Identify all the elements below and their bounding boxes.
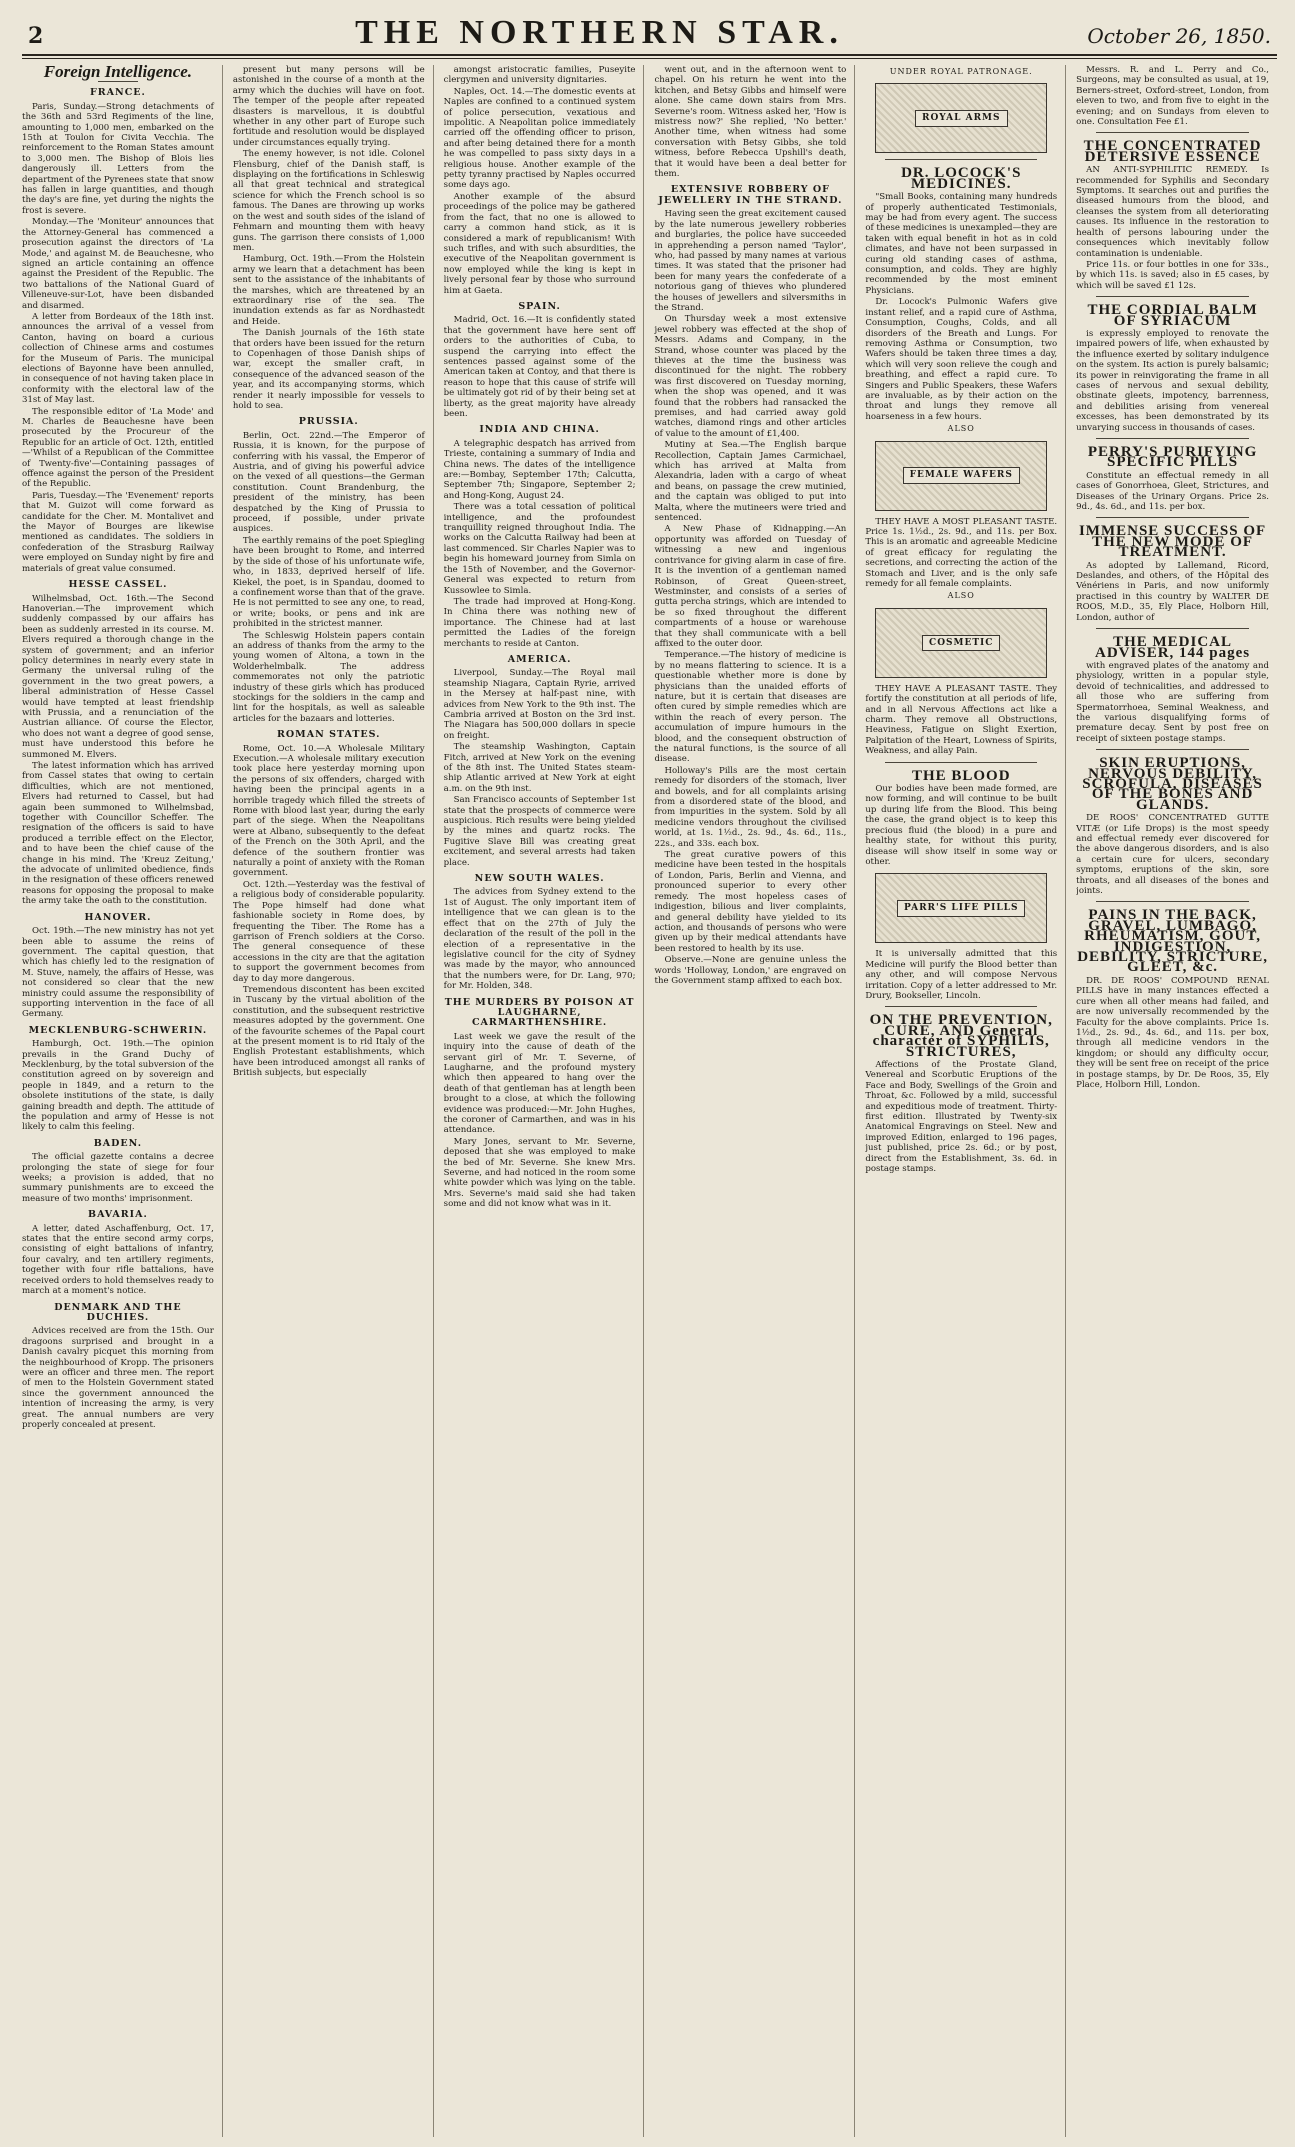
advertisement-caption: UNDER ROYAL PATRONAGE.: [889, 67, 1033, 76]
article-heading: HESSE CASSEL.: [68, 579, 168, 591]
advertisement-heading: PERRY'S PURIFYING SPECIFIC PILLS: [1087, 444, 1258, 471]
article-paragraph: The steamship Washington, Captain Fitch, arrived at New York on the evening of the 8th inst. The United States steam-ship Atlantic arrived at New York at eight a.m. on the 9th inst.: [443, 742, 636, 794]
advertisement-heading: THE BLOOD: [911, 767, 1011, 784]
article-paragraph: There was a total cessation of political intelligence, and the profoundest tranquillity reigned throughout India. The works on the Calcutta Railway had been at last commenced. Sir Charles Napier was to begin his homeward journey from Simla on the 15th of November, and the Governor-General was expected to return from Kussowlee to Simla.: [443, 502, 636, 596]
article-paragraph: Dr. Locock's Pulmonic Wafers give instant relief, and a rapid cure of Asthma, Consumption, Coughs, Colds, and all disorders of the Breath and Lungs. For removing Asthma or Consumption, two Wafers should be taken three times a day, which will very soon relieve the cough and breathing, and effect a rapid cure. To Singers and Public Speakers, these Wafers are invaluable, as by their action on the throat and lungs they remove all hoarseness in a few hours.: [865, 297, 1058, 422]
article-paragraph: A New Phase of Kidnapping.—An opportunity was afforded on Tuesday of witnessing a new and ingenious contrivance for giving alarm in case of fire. It is the invention of a gentleman named Robinson, of Great Queen-street, Westminster, and consists of a series of gutta percha strings, which are intended to be so fixed throughout the different compartments of a house or warehouse that they shall communicate with a bell affixed to the outer door.: [654, 524, 847, 649]
article-paragraph: Another example of the absurd proceedings of the police may be gathered from the fact, that no one is allowed to carry a common hand stick, as it is considered a mark of republicanism! With such trifles, and with such absurdities, the executive of the Neapolitan government is now employed while the king is kept in lively personal fear by those who surround him at Gaeta.: [443, 191, 636, 296]
article-paragraph: went out, and in the afternoon went to chapel. On his return he went into the kitchen, and Betsy Gibbs and himself were alone. She came down stairs from Mrs. Severne's room. Witness asked her, 'How is mistress now?' She replied, 'No better.' Another time, when witness had some conversation with Betsy Gibbs, she told witness, before Rebecca Upshill's death, that it would have been a deal better for them.: [654, 65, 847, 180]
advertisement-heading: ON THE PREVENTION, CURE, AND General character of SYPHILIS, STRICTURES,: [869, 1012, 1053, 1060]
engraving-label: PARR'S LIFE PILLS: [897, 900, 1026, 916]
article-paragraph: Tremendous discontent has been excited in Tuscany by the virtual abolition of the constitution, and the subsequent restrictive measures adopted by the government. One of the favourite schemes of the Papal court at the present moment is to rid Italy of the English Protestant establishments, which have been introduced amongst all ranks of British subjects, but especially: [232, 984, 425, 1079]
article-paragraph: Advices received are from the 15th. Our dragoons surprised and brought in a Danish cavalry picquet this morning from the neighbourhood of Kropp. The prisoners were an officer and three men. The report of men to the Holstein Government stated since the government announced the intention of increasing the army, is very great. The annual numbers are very properly concealed at present.: [22, 1326, 214, 1430]
newspaper-title: THE NORTHERN STAR.: [355, 14, 844, 51]
issue-date: October 26, 1850.: [1087, 24, 1271, 48]
article-paragraph: The advices from Sydney extend to the 1st of August. The only important item of intelligence that we can glean is to the effect that on the 27th of July the declaration of the result of the poll in the election of a representative in the legislative council for the city of Sydney was made by the mayor, who announced that the numbers were, for Dr. Lang, 970; for Mr. Holden, 348.: [443, 887, 636, 992]
column-3: [444, 65, 645, 2137]
article-paragraph: Temperance.—The history of medicine is by no means flattering to science. It is a questionable whether more is done by physicians than the unaided efforts of nature, but it is certain that diseases are often cured by simple remedies which are within the reach of every person. The accumulation of impure humours in the blood, and the consequent obstruction of the natural functions, is the source of all disease.: [654, 650, 847, 765]
engraving-illustration: [875, 873, 1047, 943]
article-paragraph: Oct. 19th.—The new ministry has not yet been able to assume the reins of government. The capital question, that which has chiefly led to the resignation of M. Stuve, namely, the affairs of Hesse, was not considered so clear that the new ministry could assume the responsibility of supporting intervention in the face of all Germany.: [22, 926, 214, 1020]
columns-grid: [22, 65, 1277, 2137]
divider: [885, 159, 1037, 160]
engraving-illustration: [875, 441, 1047, 511]
advertisement-heading: SKIN ERUPTIONS, NERVOUS DEBILITY, SCROFULA, DISEASES OF THE BONES AND GLANDS.: [1082, 755, 1263, 813]
article-paragraph: "Small Books, containing many hundreds of properly authenticated Testimonials, may be had from every agent. The success of these medicines is unexampled—they are taken with equal benefit in hot as in cold climates, and have not been surpassed in curing old standing cases of asthma, consumption, and colds. They are highly recommended by the most eminent Physicians.: [865, 192, 1058, 296]
article-heading: EXTENSIVE ROBBERY OF JEWELLERY IN THE STRAND.: [658, 184, 843, 206]
article-paragraph: DR. DE ROOS' COMPOUND RENAL PILLS have in many instances effected a cure when all other means had failed, and are now universally recommended by the Faculty for the above complaints. Price 1s. 1½d., 2s. 9d., 4s. 6d., and 11s. per box, through all medicine vendors in the kingdom; or should any difficulty occur, they will be sent free on receipt of the price in postage stamps, by Dr. De Roos, 35, Ely Place, Holborn Hill, London.: [1076, 975, 1269, 1090]
article-paragraph: Paris, Tuesday.—The 'Evenement' reports that M. Guizot will come forward as candidate for the Cher. M. Montalivet and the Mayor of Bourges are likewise mentioned as candidates. The soldiers in confederation of the Strasburg Railway were employed on Sunday night by fire and materials of great value consumed.: [22, 490, 214, 574]
article-paragraph: with engraved plates of the anatomy and physiology, written in a popular style, devoid of technicalities, and addressed to all those who are suffering from Spermatorrhoea, Seminal Weakness, and the various disqualifying forms of premature decay. Sent by post free on receipt of sixteen postage stamps.: [1076, 660, 1269, 744]
article-heading: MECKLENBURG-SCHWERIN.: [28, 1024, 208, 1036]
article-paragraph: Naples, Oct. 14.—The domestic events at Naples are confined to a continued system of police persecution, vexatious and impolitic. A Neapolitan police immediately carried off the offending officer to prison, and after being detained there for a month he was compelled to pass sixty days in a religious house. Another example of the petty tyranny practised by Naples occurred some days ago.: [443, 86, 636, 191]
divider: [1096, 132, 1249, 133]
engraving-illustration: [875, 83, 1047, 153]
divider: [1096, 901, 1249, 902]
article-paragraph: Hamburgh, Oct. 19th.—The opinion prevails in the Grand Duchy of Mecklenburg, by the total subversion of the constitution agreed on by sovereign and people in 1849, and a return to the obsolete institutions of the state, is daily gaining breadth and depth. The attitude of the population and army of Hesse is not likely to calm this feeling.: [22, 1039, 214, 1133]
article-paragraph: Price 11s. or four bottles in one for 33s., by which 11s. is saved; also in £5 cases, by which will be saved £1 12s.: [1076, 259, 1269, 291]
article-paragraph: Having seen the great excitement caused by the late numerous jewellery robberies and burglaries, the police have succeeded in apprehending a person named 'Taylor', who, had passed by many names at various times. It was stated that the prisoner had been for many years the confederate of a notorious gang of thieves who plundered the houses of jewellers and silversmiths in the Strand.: [654, 209, 847, 313]
advertisement-heading: IMMENSE SUCCESS OF THE NEW MODE OF TREATMENT.: [1078, 523, 1267, 561]
article-paragraph: Monday.—The 'Moniteur' announces that the Attorney-General has commenced a prosecution against the directors of 'La Mode,' and against M. de Beauchesne, who signed an article containing an offence against the President of the Republic. The two battalions of the National Guard of Villeneuve-sur-Lot, have been disbanded and disarmed.: [22, 217, 214, 311]
article-heading: SPAIN.: [518, 300, 561, 312]
masthead-rule: [22, 56, 1277, 59]
divider: [98, 81, 138, 82]
column-5: [865, 65, 1066, 2137]
advertisement-heading: DR. LOCOCK'S MEDICINES.: [901, 165, 1022, 192]
divider: [1096, 296, 1249, 297]
article-heading: BAVARIA.: [88, 1209, 148, 1221]
article-heading: ROMAN STATES.: [277, 729, 381, 741]
article-heading: INDIA AND CHINA.: [479, 424, 600, 436]
article-paragraph: Oct. 12th.—Yesterday was the festival of a religious body of considerable popularity. The Pope himself had done what fashionable society in Rome does, by frequenting the Tiber. The Rome has a garrison of French soldiers at the Corso. The general consequence of these accessions in the city are that the agitation to support the government becomes from day to day more dangerous.: [232, 879, 425, 984]
article-paragraph: THEY HAVE A PLEASANT TASTE. They fortify the constitution at all periods of life, and in all Nervous Affections act like a charm. They remove all Obstructions, Heaviness, Fatigue on Slight Exertion, Palpitation of the Heart, Lowness of Spirits, Weakness, and allay Pain.: [865, 683, 1058, 757]
advertisement-heading: THE CONCENTRATED DETERSIVE ESSENCE: [1083, 138, 1262, 165]
article-paragraph: AN ANTI-SYPHILITIC REMEDY. Is recommended for Syphilis and Secondary Symptoms. It searches out and purifies the diseased humours from the blood, and cleanses the system from all deteriorating causes. Its influence in the restoration to health of persons labouring under the consequences which inevitably follow contamination is undeniable.: [1076, 165, 1269, 259]
article-paragraph: present but many persons will be astonished in the course of a month at the army which the duchies will have on foot. The temper of the people after repeated disasters is marvellous, it is doubtful whether in any other part of Europe such fortitude and resolution would be displayed under circumstances equally trying.: [232, 65, 425, 148]
article-paragraph: is expressly employed to renovate the impaired powers of life, when exhausted by the influence exerted by solitary indulgence on the system. Its action is purely balsamic; its power in reinvigorating the frame in all cases of nervous and sexual debility, obstinate gleets, impotency, barrenness, and debilities arising from venereal excesses, has been demonstrated by its unvarying success in thousands of cases.: [1076, 328, 1269, 433]
article-paragraph: The earthly remains of the poet Spiegling have been brought to Rome, and interred by the side of those of his unfortunate wife, who, in 1833, deprived herself of life. Kiekel, the poet, is in Spandau, doomed to a confinement worse than that of the grave. He is not permitted to see any one, to read, or write; books, or pens and ink are prohibited in the strictest manner.: [232, 535, 425, 630]
article-heading: FRANCE.: [90, 87, 146, 99]
article-paragraph: As adopted by Lallemand, Ricord, Deslandes, and others, of the Hôpital des Vénériens in Paris, and now uniformly practised in this country by WALTER DE ROOS, M.D., 35, Ely Place, Holborn Hill, London, author of: [1076, 560, 1269, 623]
divider: [885, 1006, 1037, 1007]
page-number: 2: [28, 23, 44, 49]
article-paragraph: The great curative powers of this medicine have been tested in the hospitals of London, Paris, Berlin and Vienna, and pronounced superior to every other remedy. The most hopeless cases of indigestion, bilious and liver complaints, and general debility have yielded to its action, and thousands of persons who were given up by their medical attendants have been restored to health by its use.: [654, 850, 847, 954]
article-paragraph: Observe.—None are genuine unless the words 'Holloway, London,' are engraved on the Government stamp affixed to each box.: [654, 955, 847, 986]
article-paragraph: Mutiny at Sea.—The English barque Recollection, Captain James Carmichael, which has arrived at Malta from Alexandria, laden with a cargo of wheat and beans, on passage the crew mutinied, and the captain was obliged to put into Malta, where the mutineers were tried and sentenced.: [654, 440, 847, 524]
divider: [1096, 628, 1249, 629]
article-paragraph: Constitute an effectual remedy in all cases of Gonorrhoea, Gleet, Strictures, and Diseases of the Urinary Organs. Price 2s. 9d., 4s. 6d., and 11s. per box.: [1076, 470, 1269, 513]
article-paragraph: Messrs. R. and L. Perry and Co., Surgeons, may be consulted as usual, at 19, Berners-street, Oxford-street, London, from eleven to two, and from five to eight in the evening; and on Sundays from eleven to one. Consultation Fee £1.: [1076, 65, 1269, 128]
article-paragraph: San Francisco accounts of September 1st state that the prospects of commerce were auspicious. Rich results were being yielded by the mines and quartz rocks. The Fugitive Slave Bill was creating great excitement, and several arrests had taken place.: [443, 795, 636, 868]
article-paragraph: On Thursday week a most extensive jewel robbery was effected at the shop of Messrs. Adams and Company, in the Strand, whose counter was placed by the thieves at the time the business was discontinued for the night. The robbery was first discovered on Tuesday morning, when the shop was opened, and it was found that the robbers had ransacked the premises, and had carried away gold watches, diamond rings and other articles of value to the amount of £1,400.: [654, 314, 847, 439]
article-heading: DENMARK AND THE DUCHIES.: [54, 1301, 182, 1323]
article-paragraph: DE ROOS' CONCENTRATED GUTTE VITÆ (or Life Drops) is the most speedy and effectual remedy ever discovered for the above dangerous disorders, and is also a certain cure for ulcers, secondary symptoms, eruptions of the skin, sore throats, and all diseases of the bones and joints.: [1076, 813, 1269, 897]
article-paragraph: Liverpool, Sunday.—The Royal mail steamship Niagara, Captain Ryrie, arrived in the Mersey at half-past nine, with advices from New York to the 9th inst. The Cambria arrived at Boston on the 3rd inst. The Niagara has 500,000 dollars in specie on freight.: [443, 668, 636, 741]
article-paragraph: The enemy however, is not idle. Colonel Flensburg, chief of the Danish staff, is displaying on the fortifications in Schleswig all that great technical and strategical science for which the French school is so famous. The Danes are throwing up works on the west and south sides of the island of Fehmarn and mounting them with heavy guns. The garrison there consists of 1,000 men.: [232, 149, 425, 253]
engraving-label: FEMALE WAFERS: [903, 467, 1020, 483]
article-paragraph: A telegraphic despatch has arrived from Trieste, containing a summary of India and China news. The dates of the intelligence are:—Bombay, September 17th; Calcutta, September 7th; Singapore, September 2; and Hong-Kong, August 24.: [443, 438, 636, 501]
article-paragraph: The Schleswig Holstein papers contain an address of thanks from the army to the young women of Altona, a town in the Wolderhelmbalk. The address commemorates not only the patriotic industry of these girls which has produced stockings for the soldiers in the camp and lint for the hospitals, as well as saleable articles for the bazaars and lotteries.: [232, 630, 425, 724]
article-paragraph: Berlin, Oct. 22nd.—The Emperor of Russia, it is known, for the purpose of conferring with his vassal, the Emperor of Austria, and of giving his powerful advice on the vexed of all questions—the German constitution. Count Brandenburg, the president of the ministry, has been despatched by the King of Prussia to proceed, if possible, under private auspices.: [232, 430, 425, 535]
article-paragraph: Wilhelmsbad, Oct. 16th.—The Second Hanoverian.—The improvement which suddenly compassed by our affairs has been as suddenly arrested in its course. M. Elvers required a thorough change in the system of government; and an inferior policy determines in nearly every state in Germany the universal ruling of the government in the two great powers, a liberal administration of Hesse Cassel would have tempted at least friendship with Prussia, and a renunciation of the Austrian alliance. Of course the Elector, who does not want a degree of good sense, must have understood this before he summoned M. Elvers.: [22, 593, 214, 760]
article-paragraph: The responsible editor of 'La Mode' and M. Charles de Beauchesne have been prosecuted by the Procureur of the Republic for an article of Oct. 12th, entitled—'Whilst of a Republican of the Committee of Twenty-five'—Containing passages of offence against the person of the President of the Republic.: [22, 406, 214, 490]
article-paragraph: Last week we gave the result of the inquiry into the cause of death of the servant girl of Mr. T. Severne, of Laugharne, and the profound mystery which then appeared to hang over the death of that gentleman has at length been brought to a close, at which the following evidence was produced:—Mr. John Hughes, the coroner of Carmarthen, and was in his attendance.: [443, 1031, 636, 1136]
advertisement-heading: THE MEDICAL ADVISER, 144 pages: [1095, 634, 1251, 661]
article-paragraph: The trade had improved at Hong-Kong. In China there was nothing new of importance. The Chinese had at last permitted the Ladies of the foreign merchants to reside at Canton.: [443, 596, 636, 649]
article-paragraph: It is universally admitted that this Medicine will purify the Blood better than any other, and will compose Nervous irritation. Copy of a letter addressed to Mr. Drury, Bookseller, Lincoln.: [865, 949, 1058, 1001]
article-paragraph: Paris, Sunday.—Strong detachments of the 36th and 53rd Regiments of the line, amounting to 1,000 men, embarked on the 15th at Toulon for Civita Vecchia. The reinforcement to the Roman States amount to 3,000 men. The Bishop of Blois lies dangerously ill. Letters from the department of the Pyrenees state that snow has fallen in large quantities, and though the day's are fine, yet during the nights the frost is severe.: [22, 101, 214, 216]
section-title: Foreign Intelligence.: [43, 65, 193, 81]
article-paragraph: The official gazette contains a decree prolonging the state of siege for four weeks; a provision is added, that no summary punishments are to exceed the measure of two months' imprisonment.: [22, 1152, 214, 1204]
advertisement-heading: PAINS IN THE BACK, GRAVEL, LUMBAGO, RHEUMATISM, GOUT, INDIGESTION, DEBILITY, STRICTURE, GLEET, &c.: [1077, 907, 1268, 976]
article-paragraph: Mary Jones, servant to Mr. Severne, deposed that she was employed to make the bed of Mr. Severne. She knew Mrs. Severne, and had noticed in the room some white powder which was lying on the table. Mrs. Severne's maid said she had taken some and did not know what was in it.: [443, 1136, 636, 1210]
article-paragraph: Holloway's Pills are the most certain remedy for disorders of the stomach, liver and bowels, and for all complaints arising from a disordered state of the blood, and from impurities in the system. Sold by all medicine vendors throughout the civilised world, at 1s. 1½d., 2s. 9d., 4s. 6d., 11s., 22s., and 33s. each box.: [654, 765, 847, 849]
engraving-illustration: [875, 608, 1047, 678]
article-paragraph: Affections of the Prostate Gland, Venereal and Scorbutic Eruptions of the Face and Body, Swellings of the Groin and Throat, &c. Followed by a mild, successful and expeditious mode of treatment. Thirty-first edition. Illustrated by Twenty-six Anatomical Engravings on Steel. New and improved Edition, enlarged to 196 pages, just published, price 2s. 6d.; or by post, direct from the Establishment, 3s. 6d. in postage stamps.: [865, 1059, 1058, 1175]
article-heading: HANOVER.: [84, 911, 152, 923]
advertisement-heading: THE CORDIAL BALM OF SYRIACUM: [1087, 302, 1258, 329]
column-2: [233, 65, 434, 2137]
article-paragraph: Madrid, Oct. 16.—It is confidently stated that the government have here sent off orders to the authorities of Cuba, to suspend the carrying into effect the sentences passed against some of the American taken at Contoy, and that there is reason to hope that this cause of strife will be ultimately got rid of by their being set at liberty, as the great majority have already been.: [443, 315, 636, 419]
divider: [1096, 749, 1249, 750]
article-paragraph: Hamburg, Oct. 19th.—From the Holstein army we learn that a detachment has been sent to the assistance of the inhabitants of the marshes, which are threatened by an extraordinary rise of the sea. The inundation extends as far as Nordhastedt and Heide.: [232, 254, 425, 327]
divider: [1096, 517, 1249, 518]
engraving-label: COSMETIC: [922, 635, 1000, 651]
article-heading: THE MURDERS BY POISON AT LAUGHARNE, CARMARTHENSHIRE.: [444, 996, 635, 1029]
article-heading: AMERICA.: [507, 653, 572, 665]
column-6: [1076, 65, 1277, 2137]
article-paragraph: The Danish journals of the 16th state that orders have been issued for the return to Copenhagen of those Danish ships of war, except the smaller craft, in consequence of the advanced season of the year, and its accompanying storms, which render it nearly impossible for vessels to hold to sea.: [232, 328, 425, 411]
article-paragraph: A letter, dated Aschaffenburg, Oct. 17, states that the entire second army corps, consisting of eight battalions of infantry, four cavalry, and ten artillery regiments, together with four rifle battalions, have received orders to hold themselves ready to march at a moment's notice.: [22, 1223, 214, 1297]
article-paragraph: amongst aristocratic families, Puseyite clergymen and university dignitaries.: [443, 65, 636, 86]
masthead: [22, 14, 1277, 56]
article-paragraph: Rome, Oct. 10.—A Wholesale Military Execution.—A wholesale military execution took place here yesterday morning upon the persons of six offenders, charged with having been the principal agents in a horrible tragedy which filled the streets of Rome with blood last year, during the early part of the siege. When the Neapolitans were at Albano, subsequently to the defeat of the French on the 30th April, and the defence of the southern frontier was naturally a point of anxiety with the Roman government.: [232, 743, 425, 879]
engraving-label: ROYAL ARMS: [915, 110, 1008, 126]
column-1: [22, 65, 223, 2137]
divider: [885, 762, 1037, 763]
article-paragraph: Our bodies have been made formed, are now forming, and will continue to be built up during life from the Blood. This being the case, the grand object is to keep this precious fluid (the blood) in a pure and healthy state, for without this purity, disease will show itself in some way or other.: [865, 784, 1058, 867]
article-paragraph: The latest information which has arrived from Cassel states that owing to certain difficulties, which are not mentioned, Elvers had returned to Cassel, but had again been summoned to Wilhelmsbad, together with Councillor Scheffer. The resignation of the officers is said to have produced a terrible effect on the Elector, and to have been the chief cause of the change in his mind. The 'Kreuz Zeitung,' the advocate of unlimited obedience, finds in the resignation of these officers renewed reasons for opposing the proposal to make the army take the oath to the constitution.: [22, 761, 214, 907]
article-heading: BADEN.: [93, 1137, 143, 1149]
article-heading: NEW SOUTH WALES.: [474, 873, 605, 885]
article-paragraph: THEY HAVE A MOST PLEASANT TASTE. Price 1s. 1½d., 2s. 9d., and 11s. per Box. This is an aromatic and agreeable Medicine of great efficacy for regulating the secretions, and correcting the action of the Stomach and Liver, and is the only safe remedy for all female complaints.: [865, 516, 1058, 589]
article-heading: PRUSSIA.: [298, 416, 359, 428]
article-paragraph: A letter from Bordeaux of the 18th inst. announces the arrival of a vessel from Canton, having on board a curious collection of Chinese arms and costumes for the Museum of Paris. The municipal elections of Bayonne have been annulled, in consequence of not having taken place in conformity with the electoral law of the 31st of May last.: [22, 311, 214, 406]
divider: [1096, 438, 1249, 439]
advertisement-caption: ALSO: [947, 424, 975, 434]
column-4: [654, 65, 855, 2137]
advertisement-caption: ALSO: [947, 591, 975, 601]
